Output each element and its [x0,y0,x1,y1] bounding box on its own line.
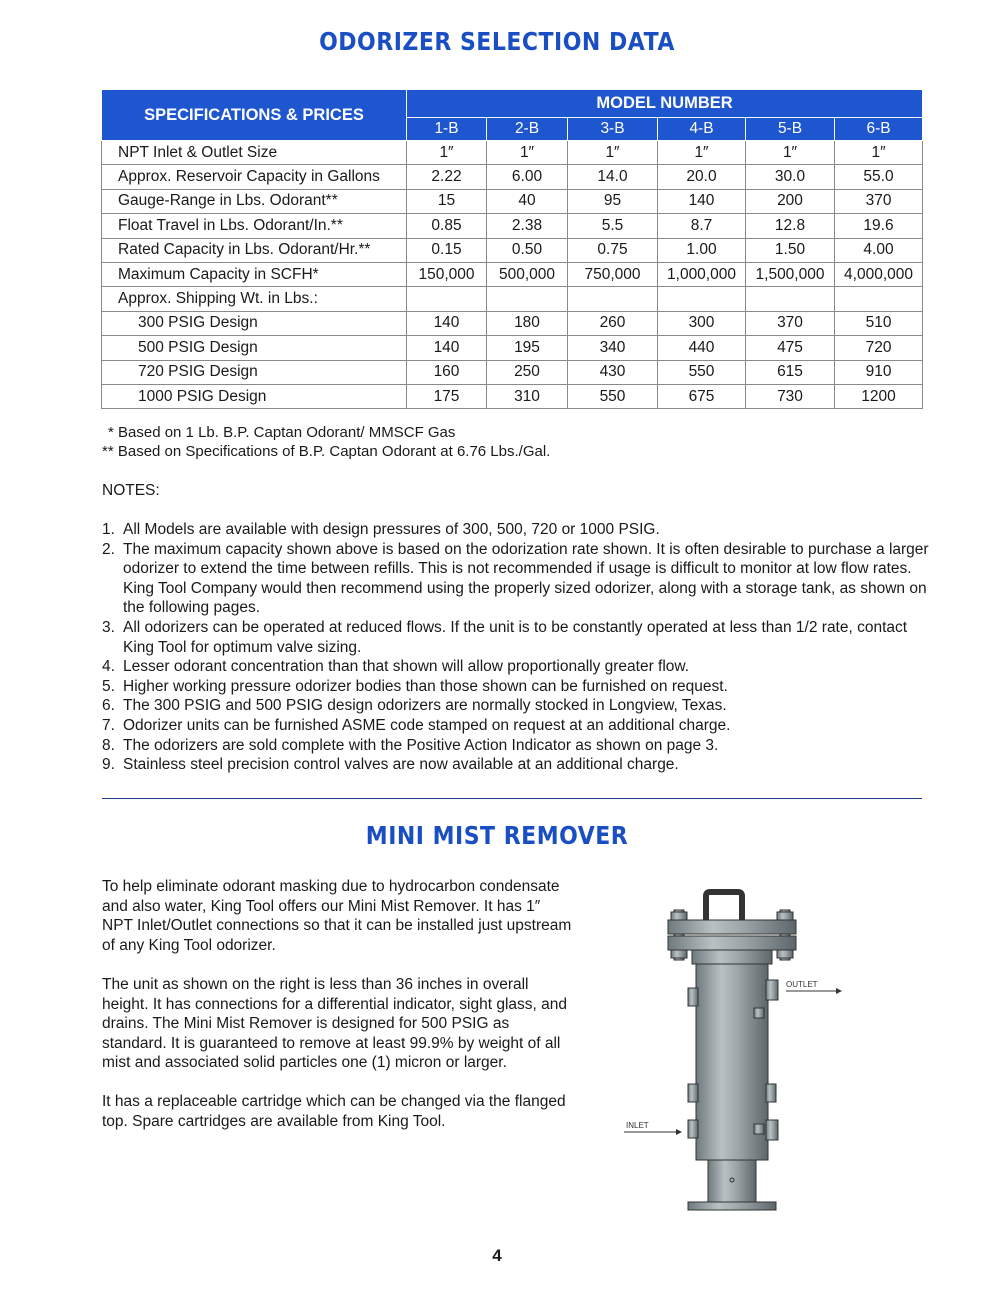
table-cell [746,287,835,311]
footnote-double-star: ** Based on Specifications of B.P. Captan Odorant at 6.76 Lbs./Gal. [102,443,551,460]
table-cell: 4.00 [835,238,923,262]
table-row [102,287,923,311]
note-text: All odorizers can be operated at reduced flows. If the unit is to be constantly operated at less than 1/2 rate, contact King Tool for optimum valve sizing. [123,618,908,656]
row-label: 300 PSIG Design [102,311,407,335]
model-5-b: 5-B [746,118,835,141]
table-cell: 1,000,000 [658,262,746,286]
row-label: 1000 PSIG Design [102,384,407,408]
page-number: 4 [492,1246,502,1265]
table-cell: 14.0 [568,165,658,189]
table-cell: 510 [835,311,923,335]
notes-list [102,520,932,775]
row-label: Rated Capacity in Lbs. Odorant/Hr.** [102,238,407,262]
model-6-b: 6-B [835,118,923,141]
note-item [102,696,932,716]
table-cell: 0.50 [487,238,568,262]
table-cell: 430 [568,360,658,384]
notes-heading: NOTES: [102,482,160,499]
model-4-b: 4-B [658,118,746,141]
table-cell: 2.38 [487,214,568,238]
table-cell: 340 [568,336,658,360]
table-cell: 1,500,000 [746,262,835,286]
table-cell: 475 [746,336,835,360]
note-item [102,540,932,618]
table-cell: 1″ [407,141,487,165]
note-item [102,716,932,736]
inlet-label: INLET [626,1121,649,1130]
table-cell: 1″ [835,141,923,165]
base-plate-icon [688,1202,776,1210]
note-text: The maximum capacity shown above is based on the odorization rate shown. It is often desirable to purchase a larger odorizer to extend the time between refills. This is not recommended if usage is difficult to monitor at low flow rates. King Tool Company would then recommend using the properly sized odorizer, along with a storage tank, as shown on the following pages. [123,540,929,617]
table-cell: 370 [835,189,923,213]
table-cell: 370 [746,311,835,335]
spec-table-body [102,141,923,409]
row-label: Float Travel in Lbs. Odorant/In.** [102,214,407,238]
table-cell: 195 [487,336,568,360]
note-number: 1. [102,521,115,538]
table-cell: 440 [658,336,746,360]
mist-remover-title: MINI MIST REMOVER [365,822,629,851]
table-cell: 1.50 [746,238,835,262]
table-cell: 200 [746,189,835,213]
table-cell: 1″ [658,141,746,165]
note-number: 9. [102,756,115,774]
table-cell: 0.15 [407,238,487,262]
mini-mist-remover-illustration [610,880,860,1220]
note-text: The 300 PSIG and 500 PSIG design odorizers are normally stocked in Longview, Texas. [123,697,727,715]
table-cell: 8.7 [658,214,746,238]
row-label: Approx. Reservoir Capacity in Gallons [102,165,407,189]
model-1-b: 1-B [407,118,487,141]
table-cell: 140 [407,311,487,335]
table-cell: 550 [568,384,658,408]
table-cell: 550 [658,360,746,384]
table-cell: 40 [487,189,568,213]
table-cell: 19.6 [835,214,923,238]
table-cell: 910 [835,360,923,384]
table-row [102,360,923,384]
note-number: 6. [102,697,115,715]
table-row [102,189,923,213]
outlet-arrow-icon [836,988,842,994]
note-text: Lesser odorant concentration than that shown will allow proportionally greater flow. [123,658,690,676]
note-item [102,520,932,540]
table-cell: 1″ [568,141,658,165]
note-number: 7. [102,716,115,734]
row-label: Maximum Capacity in SCFH* [102,262,407,286]
table-cell: 55.0 [835,165,923,189]
table-cell: 175 [407,384,487,408]
mist-paragraph-3: It has a replaceable cartridge which can be changed via the flanged top. Spare cartridges are available from King Tool. [102,1093,566,1130]
note-number: 3. [102,618,115,636]
model-3-b: 3-B [568,118,658,141]
note-text: Higher working pressure odorizer bodies than those shown can be furnished on request. [123,677,728,695]
note-text: The odorizers are sold complete with the Positive Action Indicator as shown on page 3. [123,736,719,754]
note-text: Odorizer units can be furnished ASME code stamped on request at an additional charge. [123,716,731,734]
table-cell: 15 [407,189,487,213]
table-cell: 4,000,000 [835,262,923,286]
model-2-b: 2-B [487,118,568,141]
table-cell: 1.00 [658,238,746,262]
table-cell: 1200 [835,384,923,408]
table-cell: 1″ [487,141,568,165]
note-item [102,618,932,657]
note-item [102,736,932,756]
table-cell: 150,000 [407,262,487,286]
row-label: NPT Inlet & Outlet Size [102,141,407,165]
inlet-arrow-icon [676,1129,682,1135]
note-item [102,657,932,677]
table-cell: 310 [487,384,568,408]
note-number: 2. [102,540,115,558]
table-cell: 260 [568,311,658,335]
table-cell: 615 [746,360,835,384]
table-row [102,311,923,335]
spec-header: SPECIFICATIONS & PRICES [102,90,407,141]
row-label: 500 PSIG Design [102,336,407,360]
table-cell [568,287,658,311]
table-cell: 30.0 [746,165,835,189]
table-row [102,238,923,262]
page-title: ODORIZER SELECTION DATA [319,28,675,57]
table-cell [487,287,568,311]
table-row [102,262,923,286]
table-cell: 675 [658,384,746,408]
table-cell: 300 [658,311,746,335]
row-label: Approx. Shipping Wt. in Lbs.: [102,287,407,311]
table-cell: 730 [746,384,835,408]
note-text: All Models are available with design pressures of 300, 500, 720 or 1000 PSIG. [123,521,660,538]
note-number: 4. [102,658,115,676]
table-cell: 95 [568,189,658,213]
model-header: MODEL NUMBER [407,90,923,118]
table-cell [407,287,487,311]
table-cell: 500,000 [487,262,568,286]
note-item [102,677,932,697]
row-label: Gauge-Range in Lbs. Odorant** [102,189,407,213]
table-cell: 0.75 [568,238,658,262]
note-number: 8. [102,736,115,754]
footnote-single-star: * Based on 1 Lb. B.P. Captan Odorant/ MMSCF Gas [108,424,456,441]
table-cell: 140 [658,189,746,213]
table-row [102,141,923,165]
table-cell: 0.85 [407,214,487,238]
row-label: 720 PSIG Design [102,360,407,384]
table-cell: 20.0 [658,165,746,189]
note-item [102,755,932,775]
table-cell: 140 [407,336,487,360]
note-text: Stainless steel precision control valves are now available at an additional charge. [123,756,679,774]
table-cell: 12.8 [746,214,835,238]
table-cell [658,287,746,311]
top-flange-icon [668,920,796,934]
table-row [102,214,923,238]
table-cell: 2.22 [407,165,487,189]
table-row [102,165,923,189]
table-cell [835,287,923,311]
table-row [102,384,923,408]
section-divider [102,798,922,799]
table-row [102,336,923,360]
table-cell: 180 [487,311,568,335]
handle-icon [706,892,742,920]
table-cell: 750,000 [568,262,658,286]
table-cell: 250 [487,360,568,384]
mist-paragraph-1: To help eliminate odorant masking due to hydrocarbon condensate and also water, King Tool offers our Mini Mist Remover. It has 1″ NPT Inlet/Outlet connections so that it can be installed just upstream of any King Tool odorizer. [102,878,572,954]
table-cell: 6.00 [487,165,568,189]
odorizer-spec-table [101,89,923,409]
table-cell: 5.5 [568,214,658,238]
note-number: 5. [102,677,115,695]
table-cell: 1″ [746,141,835,165]
table-cell: 160 [407,360,487,384]
outlet-label: OUTLET [786,980,818,989]
table-cell: 720 [835,336,923,360]
mist-paragraph-2: The unit as shown on the right is less than 36 inches in overall height. It has connections for a differential indicator, sight glass, and drains. The Mini Mist Remover is designed for 500 PSIG as standard. It is guaranteed to remove at least 99.9% by weight of all mist and associated solid particles one (1) micron or larger. [102,976,567,1072]
